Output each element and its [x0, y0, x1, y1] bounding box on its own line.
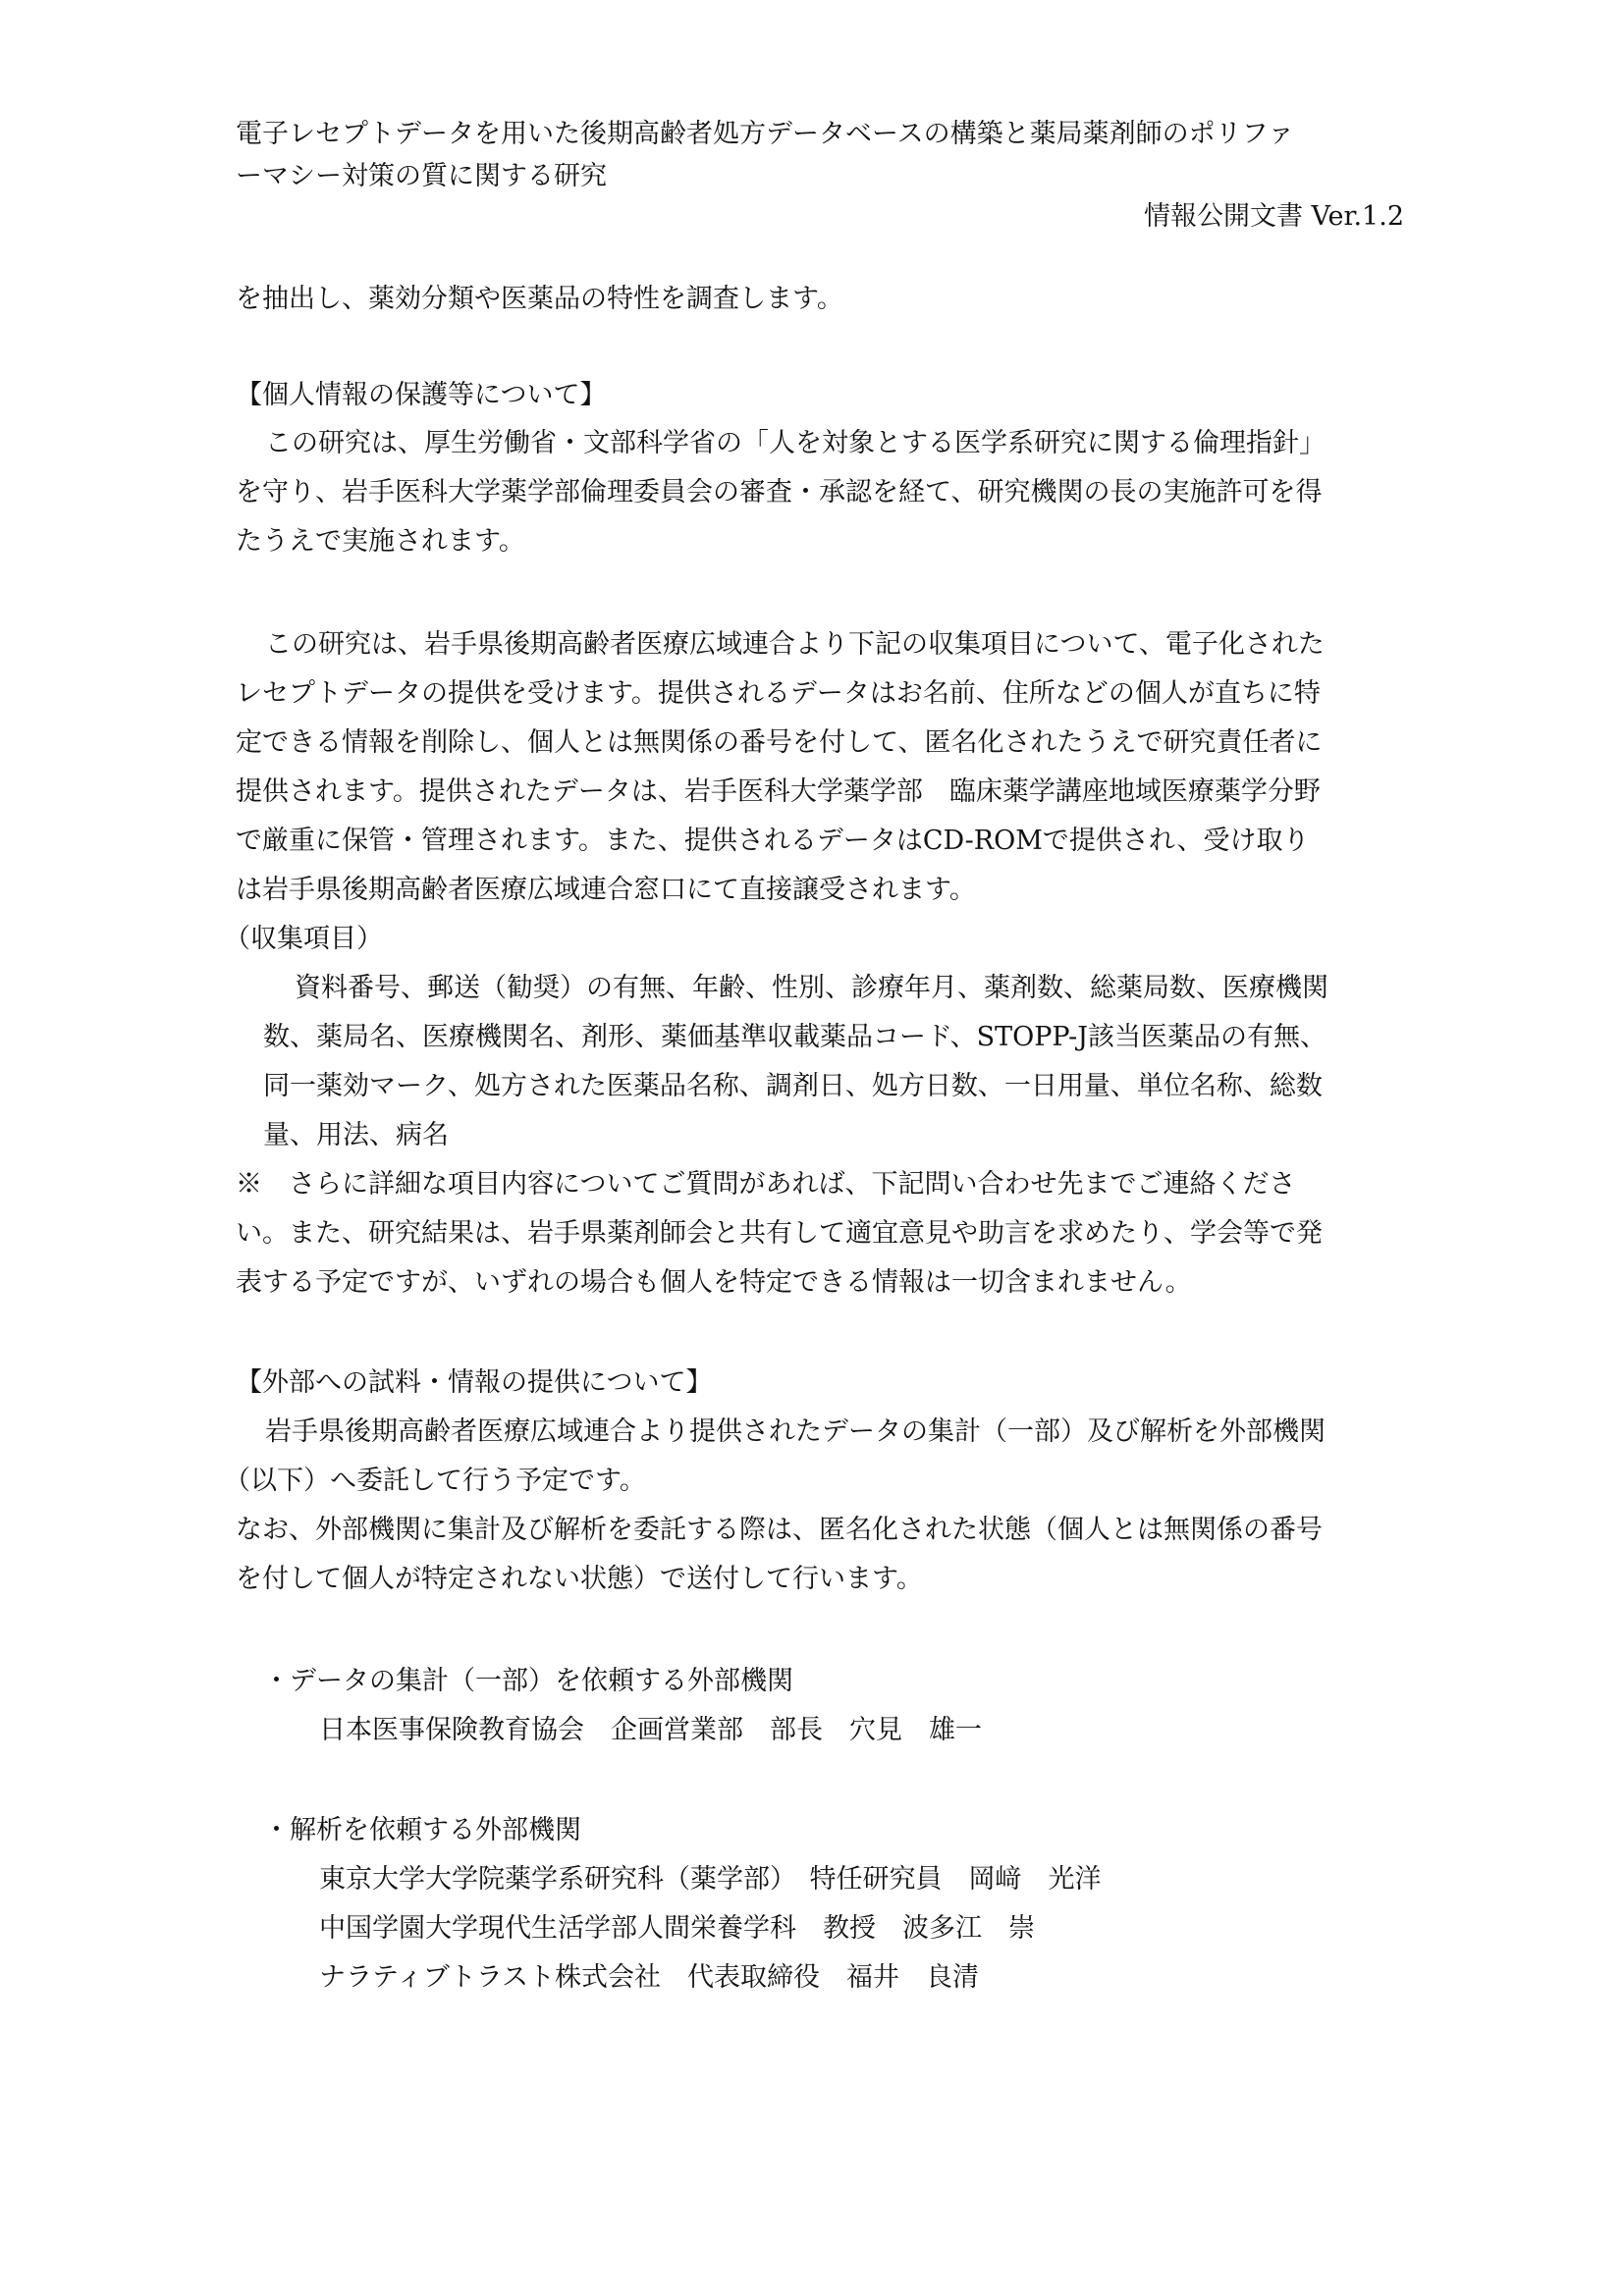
- external-paragraph-2-line-1: なお、外部機関に集計及び解析を委託する際は、匿名化された状態（個人とは無関係の番号: [236, 1515, 1323, 1545]
- privacy-paragraph-2-line-2: レセプトデータの提供を受けます。提供されるデータはお名前、住所などの個人が直ちに特: [236, 678, 1321, 709]
- collection-items-line-2: 数、薬局名、医療機関名、剤形、薬価基準収載薬品コード、STOPP-J該当医薬品の有無、: [263, 1022, 1327, 1052]
- document-title-line-2: ーマシー対策の質に関する研究: [236, 161, 607, 191]
- privacy-paragraph-2-line-3: 定できる情報を削除し、個人とは無関係の番号を付して、匿名化されたうえで研究責任者に: [236, 727, 1323, 758]
- collection-items-label: （収集項目）: [224, 924, 383, 954]
- document-version: 情報公開文書 Ver.1.2: [1143, 201, 1404, 232]
- privacy-paragraph-2-line-5: で厳重に保管・管理されます。また、提供されるデータはCD-ROMで提供され、受け取り: [236, 826, 1310, 856]
- privacy-paragraph-2-line-1: この研究は、岩手県後期高齢者医療広域連合より下記の収集項目について、電子化された: [265, 629, 1325, 660]
- external-paragraph-1-line-2: （以下）へ委託して行う予定です。: [224, 1466, 646, 1496]
- analysis-org-label: ・解析を依頼する外部機関: [263, 1815, 581, 1845]
- privacy-paragraph-2-line-6: は岩手県後期高齢者医療広域連合窓口にて直接譲受されます。: [236, 875, 976, 905]
- aggregation-org-label: ・データの集計（一部）を依頼する外部機関: [263, 1666, 793, 1696]
- document-title-line-1: 電子レセプトデータを用いた後期高齢者処方データベースの構築と薬局薬剤師のポリファ: [236, 119, 1295, 149]
- external-paragraph-1-line-1: 岩手県後期高齢者医療広域連合より提供されたデータの集計（一部）及び解析を外部機関: [265, 1416, 1326, 1447]
- privacy-paragraph-1-line-2: を守り、岩手医科大学薬学部倫理委員会の審査・承認を経て、研究機関の長の実施許可を得: [236, 477, 1323, 507]
- note-line-2: い。また、研究結果は、岩手県薬剤師会と共有して適宜意見や助言を求めたり、学会等で発: [236, 1218, 1323, 1249]
- intro-text: を抽出し、薬効分類や医薬品の特性を調査します。: [236, 284, 843, 314]
- note-line-1: ※ さらに詳細な項目内容についてご質問があれば、下記問い合わせ先までご連絡くださ: [236, 1169, 1296, 1200]
- privacy-paragraph-2-line-4: 提供されます。提供されたデータは、岩手医科大学薬学部 臨床薬学講座地域医療薬学分野: [236, 776, 1321, 807]
- collection-items-line-1: 資料番号、郵送（勧奨）の有無、年齢、性別、診療年月、薬剤数、総薬局数、医療機関: [295, 973, 1328, 1003]
- external-paragraph-2-line-2: を付して個人が特定されない状態）で送付して行います。: [236, 1564, 923, 1594]
- collection-items-line-3: 同一薬効マーク、処方された医薬品名称、調剤日、処方日数、一日用量、単位名称、総数: [263, 1071, 1323, 1101]
- privacy-paragraph-1-line-3: たうえで実施されます。: [236, 526, 525, 557]
- analysis-org-1: 東京大学大学院薬学系研究科（薬学部） 特任研究員 岡﨑 光洋: [319, 1864, 1102, 1895]
- collection-items-line-4: 量、用法、病名: [263, 1120, 449, 1150]
- section-heading-external: 【外部への試料・情報の提供について】: [236, 1367, 713, 1398]
- section-heading-privacy: 【個人情報の保護等について】: [236, 380, 607, 410]
- analysis-org-3: ナラティブトラスト株式会社 代表取締役 福井 良清: [319, 1962, 980, 1993]
- analysis-org-2: 中国学園大学現代生活学部人間栄養学科 教授 波多江 崇: [319, 1913, 1035, 1944]
- privacy-paragraph-1-line-1: この研究は、厚生労働省・文部科学省の「人を対象とする医学系研究に関する倫理指針」: [265, 428, 1326, 458]
- note-line-3: 表する予定ですが、いずれの場合も個人を特定できる情報は一切含まれません。: [236, 1267, 1192, 1298]
- aggregation-org-1: 日本医事保険教育協会 企画営業部 部長 穴見 雄一: [319, 1715, 982, 1745]
